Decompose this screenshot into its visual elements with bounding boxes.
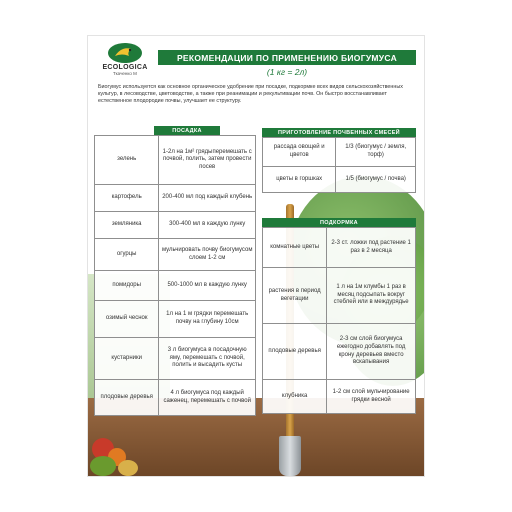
dosage: 1-2л на 1м² грядыперемешать с почвой, полить, затем провести посев xyxy=(159,136,256,185)
table-podkormka xyxy=(262,227,416,414)
mix-ratio: 1/5 (биогумус / почва) xyxy=(336,167,416,193)
table-row xyxy=(263,138,416,167)
dosage: мульчировать почву биогумусом слоем 1-2 см xyxy=(159,239,256,271)
feeding-rate: 2-3 см слой биогумуса ежегодно добавлять под крону деревьев вместо вскапывания xyxy=(327,324,416,380)
plant-name: плодовые деревья xyxy=(95,380,159,416)
feeding-rate: 1 л на 1м клумбы 1 раз в месяц подсыпать вокруг стеблей или в междурядье xyxy=(327,268,416,324)
table-row xyxy=(263,167,416,193)
section-header-podkormka: ПОДКОРМКА xyxy=(262,218,416,227)
plant-name: картофель xyxy=(95,185,159,212)
vegetables-decoration xyxy=(90,456,116,476)
section-header-posadka: ПОСАДКА xyxy=(154,126,220,135)
feeding-rate: 2-3 ст. ложки под растение 1 раз в 2 месяца xyxy=(327,228,416,268)
dosage: 4 л биогумуса под каждый саженец, перемешать с почвой xyxy=(159,380,256,416)
plant-name: рассада овощей и цветов xyxy=(263,138,336,167)
shovel-decoration xyxy=(279,436,301,476)
logo-name: ECOLOGICA xyxy=(102,64,148,71)
plant-name: растения в период вегетации xyxy=(263,268,327,324)
mix-ratio: 1/3 (биогумус / земля, торф) xyxy=(336,138,416,167)
page-title: РЕКОМЕНДАЦИИ ПО ПРИМЕНЕНИЮ БИОГУМУСА xyxy=(158,50,416,65)
bird-logo-icon xyxy=(106,42,144,64)
plant-name: озимый чеснок xyxy=(95,301,159,338)
dosage: 1л на 1 м грядки перемешать почву на глубину 10см xyxy=(159,301,256,338)
logo-subtitle: Ткаченко М xyxy=(113,71,137,76)
plant-name: кустарники xyxy=(95,338,159,380)
poster xyxy=(88,36,424,476)
dosage: 300-400 мл в каждую лунку xyxy=(159,212,256,239)
table-row xyxy=(95,136,256,185)
plant-name: огурцы xyxy=(95,239,159,271)
table-row xyxy=(95,239,256,271)
section-header-smesi: ПРИГОТОВЛЕНИЕ ПОЧВЕННЫХ СМЕСЕЙ xyxy=(262,128,416,137)
table-row xyxy=(263,268,416,324)
intro-text: Биогумус используется как основное органическое удобрение при посадке, подкормке всех видов сельскохозяйственных культур, в лесоводстве, цветоводстве, а также при реанимации и рекультивации почв. Он быстро восстанавливает естественное плодородие почвы, улучшает ее структуру. xyxy=(98,84,403,105)
table-posadka xyxy=(94,135,256,416)
table-smesi xyxy=(262,137,416,193)
table-row xyxy=(95,380,256,416)
table-row xyxy=(95,212,256,239)
dosage: 200-400 мл под каждый клубень xyxy=(159,185,256,212)
dosage: 500-1000 мл в каждую лунку xyxy=(159,271,256,301)
plant-name: зелень xyxy=(95,136,159,185)
plant-name: помидоры xyxy=(95,271,159,301)
table-row xyxy=(95,271,256,301)
plant-name: клубника xyxy=(263,380,327,414)
logo xyxy=(96,42,154,76)
dosage: 3 л биогумуса в посадочную яму, перемешать с почвой, полить и высадить кусты xyxy=(159,338,256,380)
plant-name: комнатные цветы xyxy=(263,228,327,268)
table-row xyxy=(263,228,416,268)
table-row xyxy=(263,380,416,414)
vegetables-decoration xyxy=(118,460,138,476)
table-row xyxy=(95,185,256,212)
page-subtitle: (1 кг = 2л) xyxy=(266,67,308,77)
table-row xyxy=(95,301,256,338)
plant-name: цветы в горшках xyxy=(263,167,336,193)
feeding-rate: 1-2 см слой мульчирование грядки весной xyxy=(327,380,416,414)
plant-name: земляника xyxy=(95,212,159,239)
table-row xyxy=(95,338,256,380)
plant-name: плодовые деревья xyxy=(263,324,327,380)
table-row xyxy=(263,324,416,380)
